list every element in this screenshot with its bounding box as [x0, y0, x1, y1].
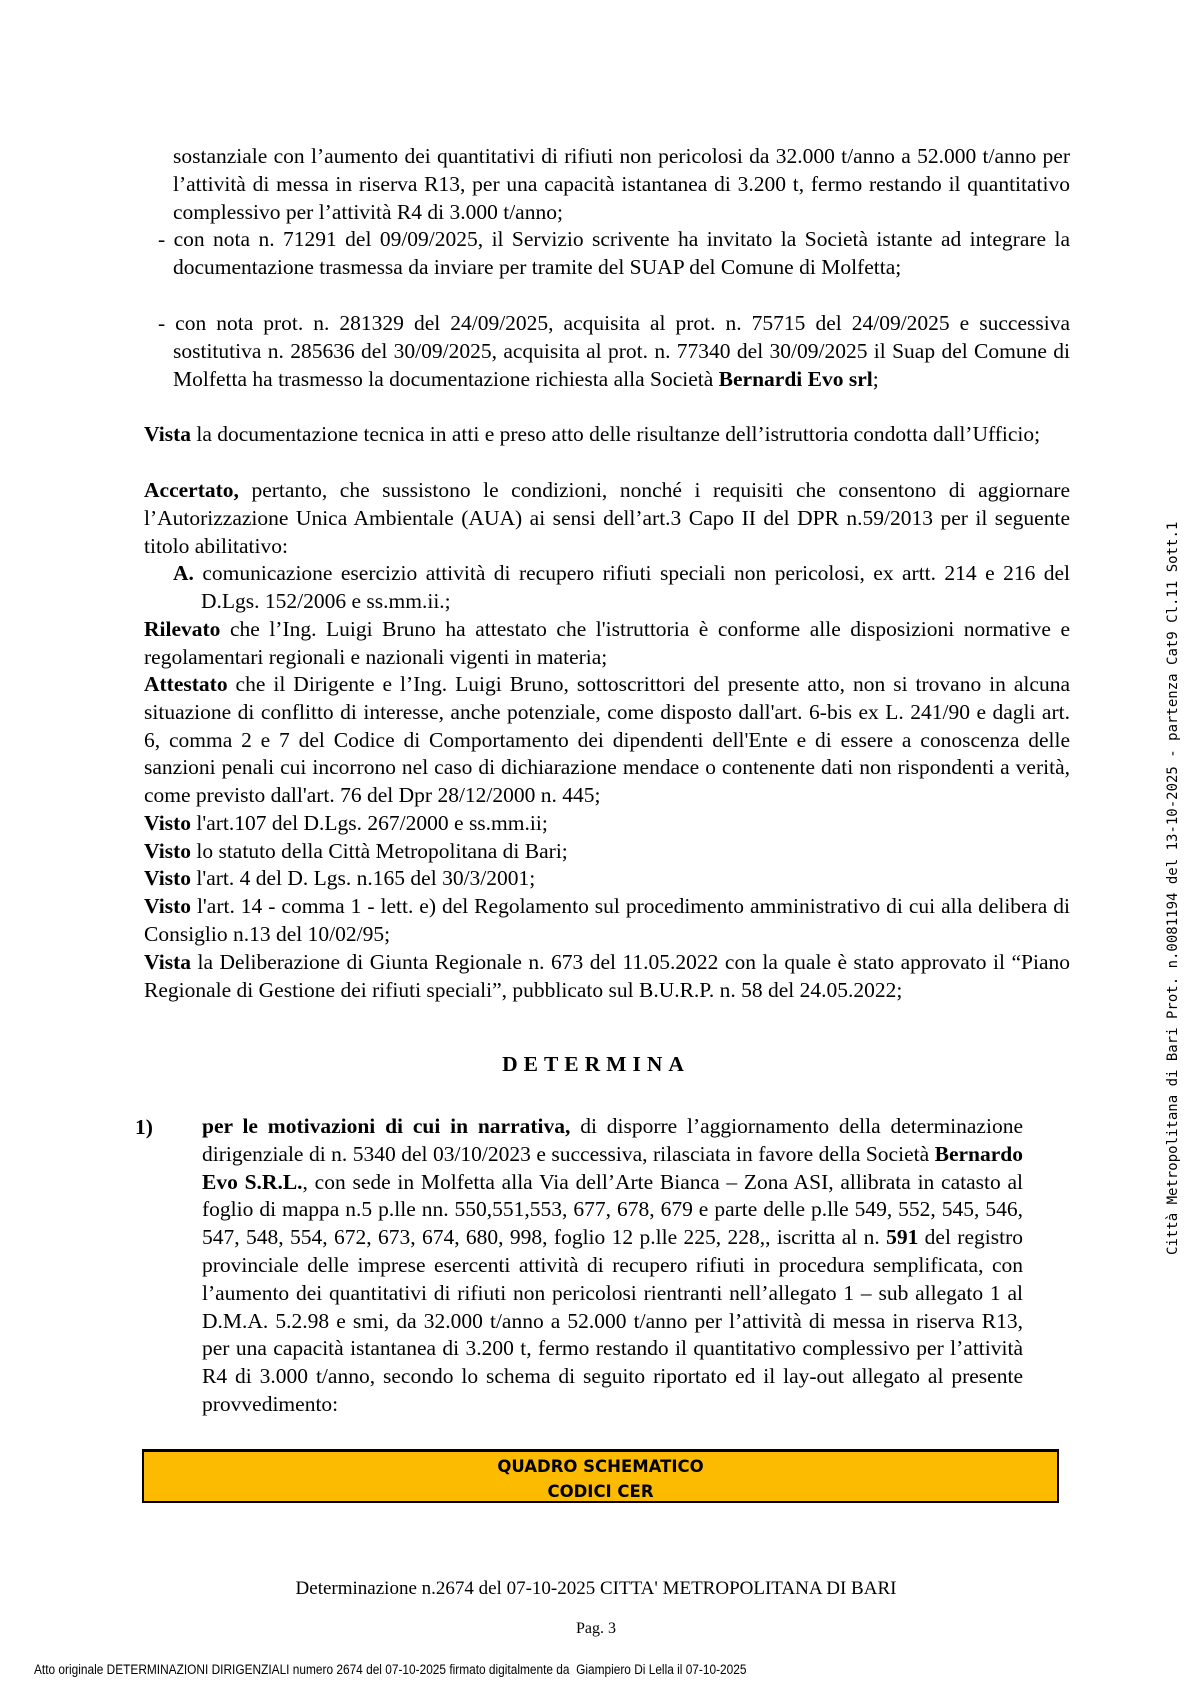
text: pertanto, che sussistono le condizioni, nonché i requisiti che consentono di aggiornare l’Autorizzazione Unica Ambientale (AUA) ai sensi dell’art.3 Capo II del DPR n.59/2013 per il seguente titolo abilitativo:	[144, 478, 1070, 558]
keyword: Visto	[144, 894, 191, 918]
footer-determinazione: Determinazione n.2674 del 07-10-2025 CITTA' METROPOLITANA DI BARI	[295, 1578, 897, 1599]
list-item-a	[173, 560, 1070, 616]
keyword: Visto	[144, 811, 191, 835]
keyword: Vista	[144, 950, 191, 974]
keyword: Accertato,	[144, 478, 239, 502]
keyword: Visto	[144, 866, 191, 890]
keyword: Attestato	[144, 672, 228, 696]
text: l'art. 14 - comma 1 - lett. e) del Regolamento sul procedimento amministrativo di cui alla delibera di Consiglio n.13 del 10/02/95;	[144, 894, 1092, 946]
text: , con sede in Molfetta alla Via dell’Arte Bianca – Zona ASI, allibrata in catasto al foglio di mappa n.5 p.lle nn. 550,551,553, 677, 678, 679 e parte delle p.lle 549, 552, 545, 546, 547, 548, 554, 672, 673, 674, 680, 998, foglio 12 p.lle 225, 228,, iscritta al n.	[202, 1169, 1023, 1250]
paragraph-accertato	[144, 477, 1070, 560]
paragraph-continuation: sostanziale con l’aumento dei quantitativi di rifiuti non pericolosi da 32.000 t/anno a 52.000 t/anno per l’attività di messa in riserva R13, per una capacità istantanea di 3.200 t, fermo restando il quantitativo complessivo per l’attività R4 di 3.000 t/anno;	[173, 144, 1070, 224]
keyword: Vista	[144, 422, 191, 446]
company-name: Bernardi Evo srl	[718, 366, 873, 391]
text: lo statuto della Città Metropolitana di Bari;	[190, 839, 568, 863]
paragraph-visto-3	[144, 865, 1070, 893]
text: l'art.107 del D.Lgs. 267/2000 e ss.mm.ii;	[190, 811, 548, 835]
paragraph-nota-71291: - con nota n. 71291 del 09/09/2025, il Servizio scrivente ha invitato la Società istante ad integrare la documentazione trasmessa da inviare per tramite del SUAP del Comune di Molfetta;	[158, 227, 1070, 279]
keyword: Visto	[144, 839, 191, 863]
paragraph-rilevato	[144, 616, 1070, 672]
registry-number: 591	[886, 1225, 919, 1250]
company-name: Bernardo Evo S.R.L.	[202, 1141, 1023, 1194]
page-number: Pag. 3	[576, 1620, 616, 1637]
paragraph-visto-1	[144, 810, 1070, 838]
text: comunicazione esercizio attività di recupero rifiuti speciali non pericolosi, ex artt. 214 e 216 del D.Lgs. 152/2006 e ss.mm.ii.;	[193, 561, 1070, 613]
protocol-stamp: Città Metropolitana di Bari Prot. n.0081194 del 13-10-2025 - partenza Cat9 Cl.11 Sott.1	[1165, 521, 1181, 1255]
table-subtitle: CODICI CER	[547, 1482, 654, 1501]
text: del registro provinciale delle imprese esercenti attività di recupero rifiuti in procedura semplificata, con l’aumento dei quantitativi di rifiuti non pericolosi rientranti nell’allegato 1 – sub allegato 1 al D.M.A. 5.2.98 e smi, da 32.000 t/anno a 52.000 t/anno per l’attività di messa in riserva R13, per una capacità istantanea di 3.200 t, fermo restando il quantitativo complessivo per l’attività R4 di 3.000 t/anno, secondo lo schema di seguito riportato ed il lay-out allegato al presente provvedimento:	[202, 1225, 1023, 1416]
text: ;	[872, 366, 879, 391]
table-title: QUADRO SCHEMATICO	[497, 1457, 704, 1476]
paragraph-nota-281329	[130, 310, 1070, 393]
list-marker: A.	[173, 561, 194, 585]
table-header-quadro-schematico	[142, 1449, 1059, 1503]
text: di disporre l’aggiornamento della determinazione dirigenziale di n. 5340 del 03/10/2023 e successiva, rilasciata in favore della Società	[202, 1114, 1023, 1166]
text: - con nota prot. n. 281329 del 24/09/2025, acquisita al prot. n. 75715 del 24/09/2025 e successiva sostitutiva n. 285636 del 30/09/2025, acquisita al prot. n. 77340 del 30/09/2025 il Suap del Comune di Molfetta ha trasmesso la documentazione richiesta alla Società	[158, 311, 1070, 391]
paragraph-attestato	[144, 671, 1070, 810]
paragraph-vista	[144, 421, 1070, 449]
determina-heading: DETERMINA	[502, 1052, 690, 1076]
text: che il Dirigente e l’Ing. Luigi Bruno, sottoscrittori del presente atto, non si trovano in alcuna situazione di conflitto di interesse, anche potenziale, come disposto dall'art. 6-bis ex L. 241/90 e dagli art. 6, comma 2 e 7 del Codice di Comportamento dei dipendenti dell'Ente e di essere a conoscenza delle sanzioni penali cui incorrono nel caso di dichiarazione mendace o contenente dati non rispondenti a verità, come previsto dall'art. 76 del Dpr 28/12/2000 n. 445;	[144, 672, 1070, 808]
paragraph-visto-2	[144, 838, 1070, 866]
text: che l’Ing. Luigi Bruno ha attestato che l'istruttoria è conforme alle disposizioni normative e regolamentari regionali e nazionali vigenti in materia;	[144, 617, 1070, 669]
bold-text: per le motivazioni di cui in narrativa,	[202, 1114, 571, 1138]
paragraph-vista-dgr	[144, 949, 1070, 1005]
digital-signature-note: Atto originale DETERMINAZIONI DIRIGENZIALI numero 2674 del 07-10-2025 firmato digitalmente da Giampiero Di Lella il 07-10-2025	[34, 1662, 747, 1677]
determina-item-1	[202, 1113, 1023, 1419]
text: l'art. 4 del D. Lgs. n.165 del 30/3/2001;	[190, 866, 536, 890]
keyword: Rilevato	[144, 617, 221, 641]
item-number: 1)	[135, 1115, 153, 1139]
paragraph-visto-4	[144, 893, 1092, 949]
text: la Deliberazione di Giunta Regionale n. 673 del 11.05.2022 con la quale è stato approvato il “Piano Regionale di Gestione dei rifiuti speciali”, pubblicato sul B.U.R.P. n. 58 del 24.05.2022;	[144, 950, 1070, 1002]
text: la documentazione tecnica in atti e preso atto delle risultanze dell’istruttoria condotta dall’Ufficio;	[190, 422, 1041, 446]
